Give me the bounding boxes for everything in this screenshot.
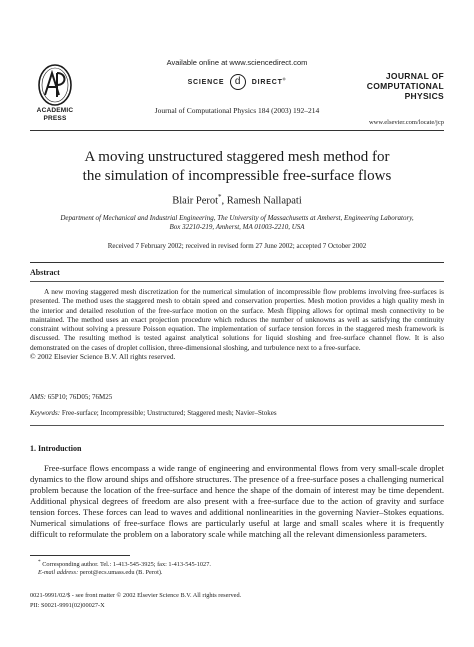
footnote-email bbox=[38, 569, 163, 576]
footnote-mark: * bbox=[38, 559, 41, 565]
received-dates: Received 7 February 2002; received in revised form 27 June 2002; accepted 7 October 2002 bbox=[107, 242, 367, 250]
publisher-name-line1: ACADEMIC bbox=[36, 107, 74, 114]
title-line2: the simulation of incompressible free-surface flows bbox=[82, 168, 392, 184]
email-label: E-mail address: bbox=[38, 569, 79, 576]
journal-name-line3: PHYSICS bbox=[404, 91, 444, 101]
corresponding-mark[interactable]: * bbox=[218, 193, 222, 201]
article-title bbox=[0, 148, 474, 186]
author-2[interactable]: Ramesh Nallapati bbox=[226, 195, 302, 207]
title-divider bbox=[30, 262, 444, 263]
publisher-name-line2: PRESS bbox=[43, 115, 67, 122]
abstract-body bbox=[30, 287, 444, 361]
introduction-paragraph: Free-surface flows encompass a wide range of engineering and environmental flows from very small-scale droplet dynamics to the flow around ships and offshore structures. The presence of a free-surface poses a challenging numerical problem because the location of the free-surface and hence the shape of the domain of interest may be time dependent. Additional physical degrees of freedom are also present with a free-surface due to the action of gravity and surface tension forces. These forces can lead to waves and additional nonlinearities in the governing Navier–Stokes equations. Numerical simulations of free-surface flows are particularly useful at large and small scales where it is frequently difficult to reformulate the problem on a laboratory scale while matching all the relevant dimensionless parameters. bbox=[30, 463, 444, 539]
available-online-link[interactable]: Available online at www.sciencedirect.com bbox=[166, 58, 308, 67]
title-line1: A moving unstructured staggered mesh method for bbox=[84, 149, 390, 165]
sciencedirect-left: SCIENCE bbox=[187, 78, 225, 86]
sciencedirect-emblem-icon: d bbox=[230, 74, 246, 90]
keywords-value: Free-surface; Incompressible; Unstructured; Staggered mesh; Navier–Stokes bbox=[60, 409, 277, 417]
ams-value: 65P10; 76D05; 76M25 bbox=[45, 393, 113, 401]
footnote-corresponding bbox=[38, 559, 211, 568]
ams-label: AMS: bbox=[30, 393, 46, 401]
keywords-label: Keywords: bbox=[30, 409, 61, 417]
keywords bbox=[30, 409, 277, 417]
abstract-heading: Abstract bbox=[30, 268, 60, 277]
journal-name-line2: COMPUTATIONAL bbox=[366, 81, 444, 91]
sciencedirect-right: DIRECT bbox=[251, 78, 283, 86]
affiliation bbox=[40, 214, 434, 232]
journal-url-link[interactable]: www.elsevier.com/locate/jcp bbox=[368, 119, 444, 126]
section-heading-introduction: 1. Introduction bbox=[30, 444, 82, 453]
author-1[interactable]: Blair Perot bbox=[172, 195, 219, 207]
pii-line: PII: S0021-9991(02)00027-X bbox=[30, 602, 105, 609]
affiliation-line2: Box 32210-219, Amherst, MA 01003-2210, USA bbox=[169, 223, 305, 231]
journal-name-line1: JOURNAL OF bbox=[385, 71, 444, 81]
abstract-divider bbox=[30, 281, 444, 282]
email-value[interactable]: perot@ecs.umass.edu (B. Perot). bbox=[78, 569, 163, 576]
ams-codes bbox=[30, 393, 112, 401]
affiliation-line1: Department of Mechanical and Industrial Engineering, The University of Massachusetts at Amherst, Engineering Laboratory, bbox=[60, 214, 414, 222]
journal-name bbox=[367, 71, 444, 101]
header-divider bbox=[30, 130, 444, 131]
registered-mark: ® bbox=[282, 76, 287, 82]
journal-citation: Journal of Computational Physics 184 (2003) 192–214 bbox=[154, 106, 320, 115]
footnote-contact: Corresponding author. Tel.: 1-413-545-3925; fax: 1-413-545-1027. bbox=[40, 561, 211, 569]
footnote-divider bbox=[30, 555, 130, 556]
abstract-copyright: © 2002 Elsevier Science B.V. All rights reserved. bbox=[30, 352, 176, 362]
issn-line: 0021-9991/02/$ - see front matter © 2002 Elsevier Science B.V. All rights reserved. bbox=[30, 592, 242, 599]
abstract-text: A new moving staggered mesh discretization for the numerical simulation of incompressible flow problems involving free-surfaces is presented. The method uses the staggered mesh to obtain speed and conservation properties. Mesh motion provides a high quality mesh in the interior and detailed resolution of the free-surface motion on the surface. Mesh flipping allows for optimal mesh connectivity to be maintained. The method uses an exact projection procedure which reduces the number of unknowns as well as satisfying the continuity constraint without solving a pressure Poisson equation. The implementation of surface tension forces in the staggered mesh framework is discussed. The resulting method is tested against analytical solutions for liquid sloshing and free-surface channel flow. It is also demonstrated on the cases of droplet collision, three-dimensional sloshing, and turbulence next to a free-surface. bbox=[30, 287, 444, 352]
author-separator: , bbox=[221, 195, 227, 207]
abstract-end-divider bbox=[30, 425, 444, 426]
author-list bbox=[0, 193, 474, 207]
